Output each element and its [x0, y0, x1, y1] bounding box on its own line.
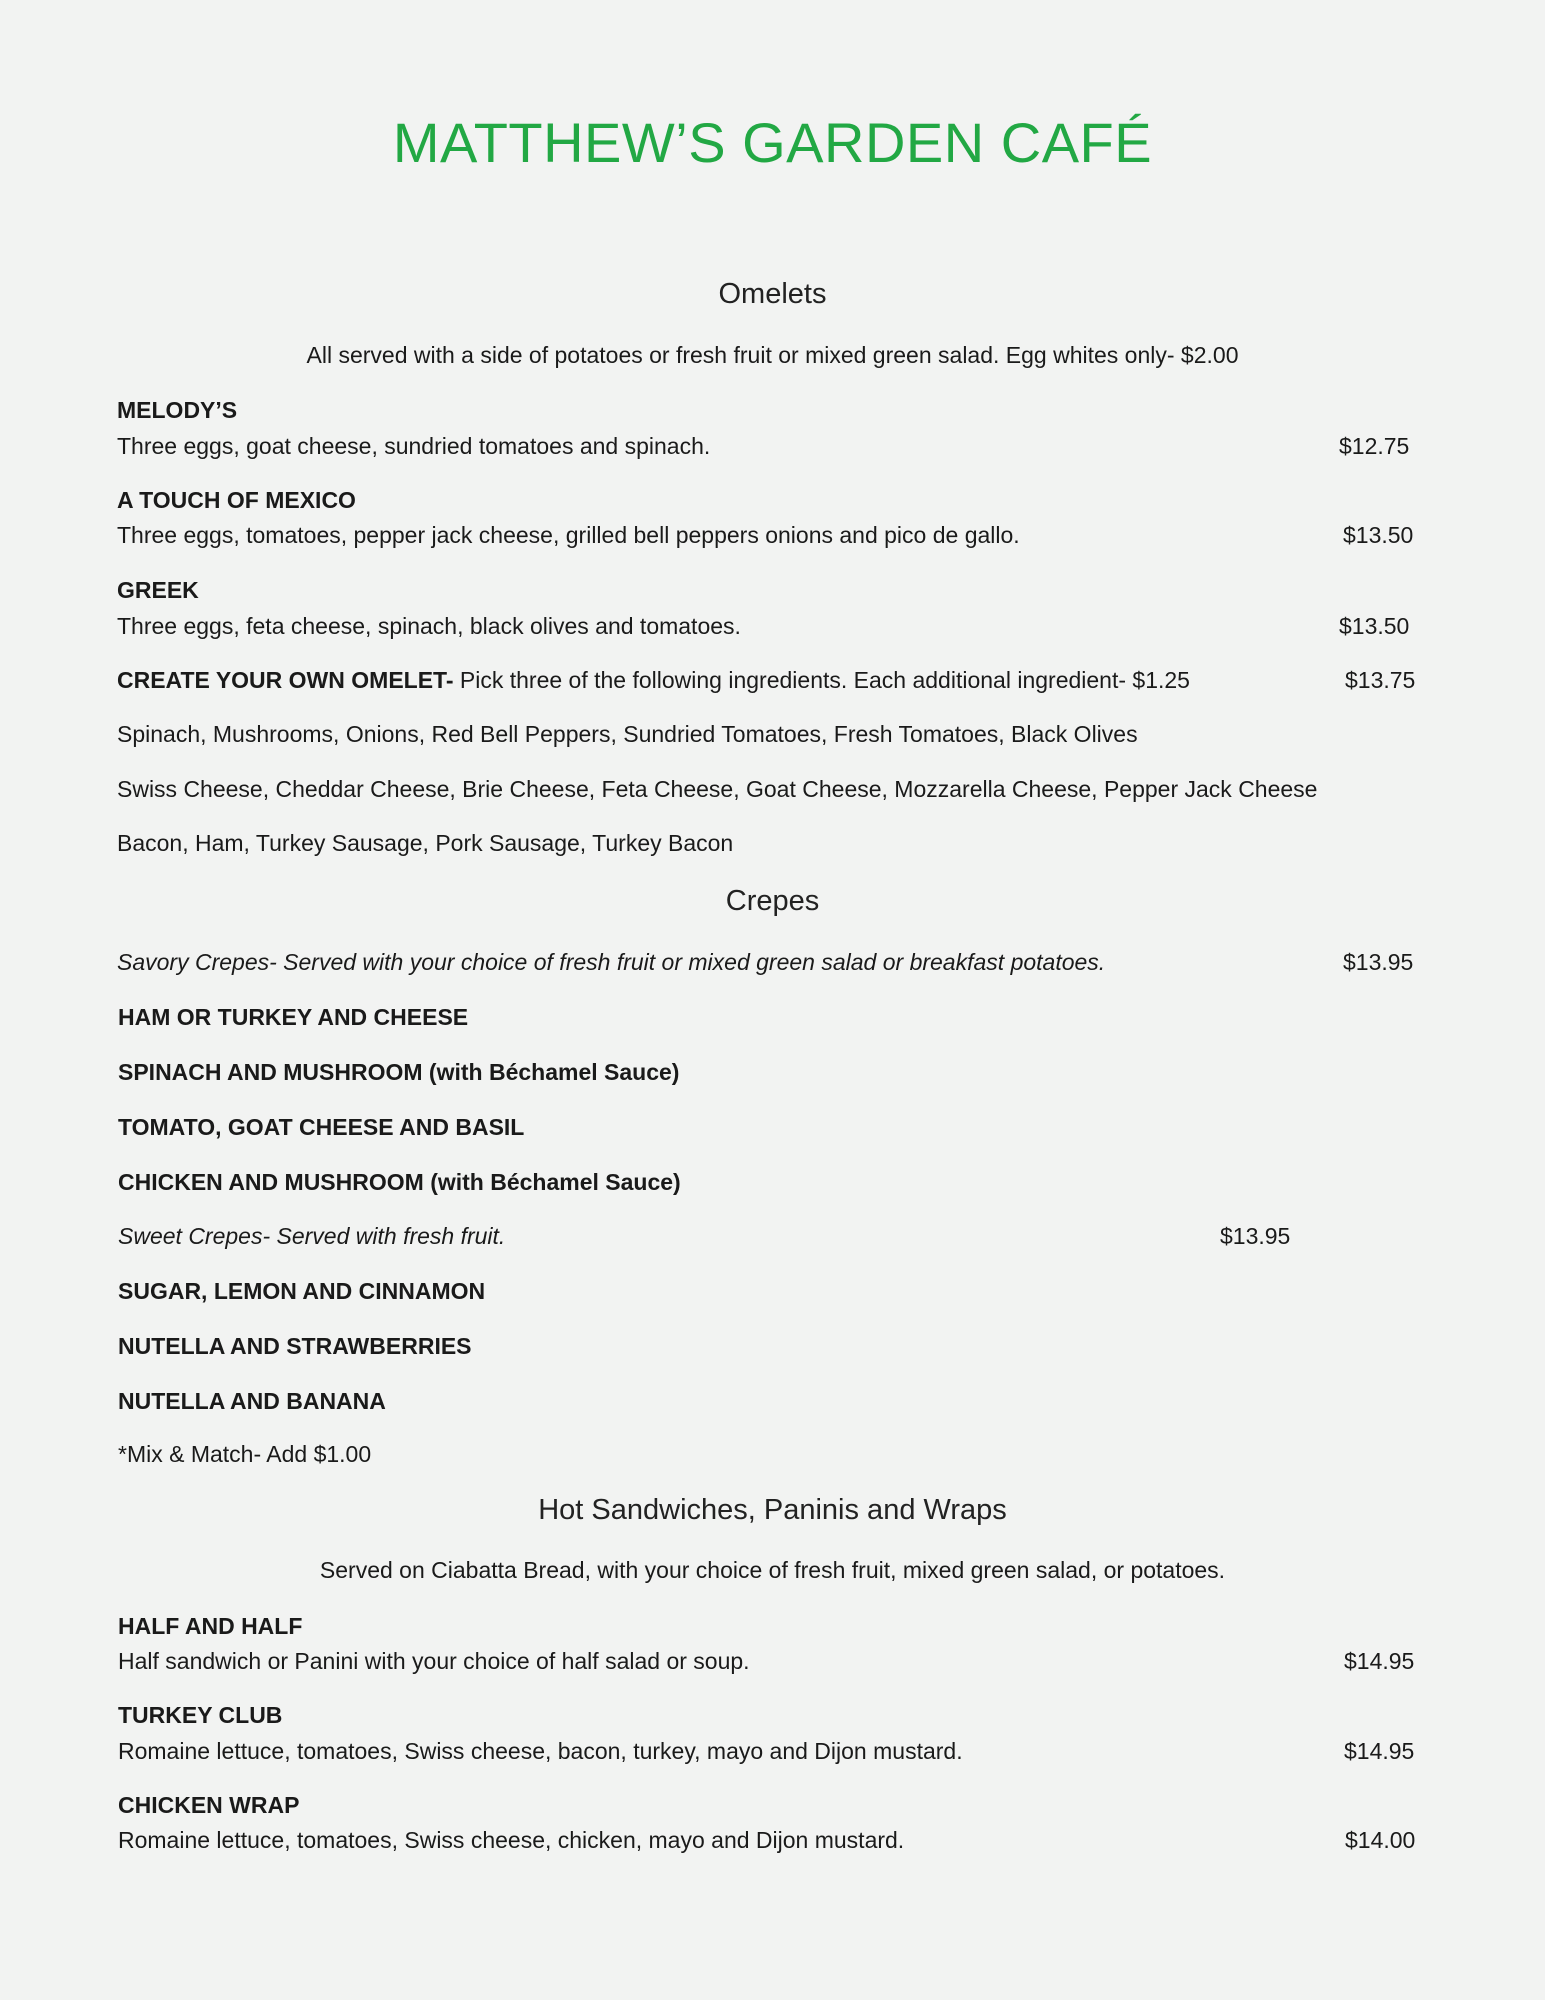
- menu-item-name: CHICKEN WRAP: [118, 1792, 300, 1818]
- sweet-crepes-label: Sweet Crepes- Served with fresh fruit.: [118, 1223, 506, 1249]
- menu-item-name: A TOUCH OF MEXICO: [117, 487, 356, 513]
- create-your-own-name: CREATE YOUR OWN OMELET-: [117, 667, 454, 693]
- mix-match-note: *Mix & Match- Add $1.00: [118, 1441, 372, 1467]
- menu-item-name: TURKEY CLUB: [118, 1702, 283, 1728]
- menu-item-description: Three eggs, goat cheese, sundried tomatoes and spinach.: [117, 433, 711, 459]
- sandwiches-note: Served on Ciabatta Bread, with your choice of fresh fruit, mixed green salad, or potatoes.: [319, 1557, 1226, 1583]
- section-heading-omelets: Omelets: [718, 278, 827, 310]
- menu-item-price: $13.50: [1339, 613, 1410, 639]
- menu-item-price: $12.75: [1339, 433, 1410, 459]
- menu-item-price: $14.95: [1344, 1738, 1415, 1764]
- menu-item-description: Half sandwich or Panini with your choice of half salad or soup.: [118, 1648, 750, 1674]
- crepe-item: NUTELLA AND BANANA: [118, 1388, 386, 1414]
- menu-item-name: MELODY’S: [117, 397, 238, 423]
- menu-item-description: Romaine lettuce, tomatoes, Swiss cheese, chicken, mayo and Dijon mustard.: [118, 1827, 905, 1853]
- menu-item-price: $14.95: [1344, 1648, 1415, 1674]
- section-heading-crepes: Crepes: [725, 885, 820, 917]
- create-your-own-price: $13.75: [1345, 667, 1416, 693]
- crepe-item: SUGAR, LEMON AND CINNAMON: [118, 1278, 486, 1304]
- menu-item-price: $14.00: [1345, 1827, 1416, 1853]
- crepe-item: CHICKEN AND MUSHROOM (with Béchamel Sauce): [118, 1169, 681, 1195]
- crepe-item: TOMATO, GOAT CHEESE AND BASIL: [118, 1114, 525, 1140]
- savory-crepes-price: $13.95: [1343, 949, 1414, 975]
- crepe-item: SPINACH AND MUSHROOM (with Béchamel Sauce): [118, 1059, 680, 1085]
- ingredients-meats: Bacon, Ham, Turkey Sausage, Pork Sausage, Turkey Bacon: [117, 830, 734, 856]
- crepe-item: HAM OR TURKEY AND CHEESE: [118, 1004, 469, 1030]
- ingredients-vegetables: Spinach, Mushrooms, Onions, Red Bell Peppers, Sundried Tomatoes, Fresh Tomatoes, Black Olives: [117, 721, 1138, 747]
- menu-item-name: GREEK: [117, 577, 199, 603]
- menu-item-description: Romaine lettuce, tomatoes, Swiss cheese, bacon, turkey, mayo and Dijon mustard.: [118, 1738, 963, 1764]
- omelets-note: All served with a side of potatoes or fresh fruit or mixed green salad. Egg whites only- $2.00: [306, 342, 1239, 368]
- menu-item-description: Three eggs, tomatoes, pepper jack cheese, grilled bell peppers onions and pico de gallo.: [117, 522, 1020, 548]
- menu-item-name: HALF AND HALF: [118, 1613, 303, 1639]
- menu-item-description: Three eggs, feta cheese, spinach, black olives and tomatoes.: [117, 613, 741, 639]
- create-your-own-line: [117, 667, 1190, 694]
- crepe-item: NUTELLA AND STRAWBERRIES: [118, 1333, 472, 1359]
- ingredients-cheeses: Swiss Cheese, Cheddar Cheese, Brie Cheese, Feta Cheese, Goat Cheese, Mozzarella Cheese, Pepper Jack Cheese: [117, 776, 1318, 802]
- sweet-crepes-price: $13.95: [1220, 1223, 1291, 1249]
- section-heading-sandwiches: Hot Sandwiches, Paninis and Wraps: [538, 1494, 1007, 1526]
- create-your-own-description: Pick three of the following ingredients. Each additional ingredient- $1.25: [453, 667, 1190, 693]
- savory-crepes-label: Savory Crepes- Served with your choice of fresh fruit or mixed green salad or breakfast potatoes.: [117, 949, 1106, 975]
- cafe-title: MATTHEW’S GARDEN CAFÉ: [392, 111, 1153, 174]
- menu-item-price: $13.50: [1343, 522, 1414, 548]
